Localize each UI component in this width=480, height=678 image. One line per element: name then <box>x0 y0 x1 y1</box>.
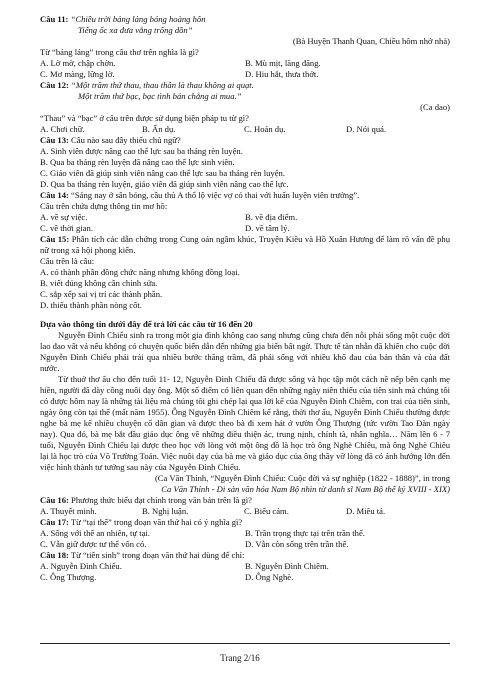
question-text: Câu nào sau đây thiếu chủ ngữ? <box>71 135 181 145</box>
question-label: Câu 15: <box>40 234 70 244</box>
question-label: Câu 12: <box>40 80 69 90</box>
option-a: A. Sống với thế an nhiên, tự tại. <box>40 528 150 538</box>
option-a: A. Nguyễn Đình Chiểu. <box>40 561 122 571</box>
option-a: A. có thành phần đồng chức năng nhưng không đồng loại. <box>40 267 240 277</box>
option-a: A. Thuyết minh. <box>40 506 97 516</box>
option-b: B. Ẩn dụ. <box>142 124 176 134</box>
passage-paragraph-2: Từ thuở thơ ấu cho đến tuổi 11- 12, Nguyễn Đình Chiểu đã được sống và học tập một cách nề nếp bên cạnh mẹ hiền, người đã dày công nuôi dạy ông. Một số điểm có liên quan đến những ngày niên thiếu của tiên sinh mà chúng tôi có được hôm nay là những tài liệu mà chúng tôi ghi chép lại qua lời kể của Nguyễn Đình Chiêm, con trai của tiên sinh, ngày ông còn tại thế (mất năm 1955). Ông Nguyễn Đình Chiêm kể rằng, thời thơ ấu, Nguyễn Đình Chiểu thường được nghe bà mẹ kể nhiều chuyện cổ dân gian và được theo bà đi xem hát ở vườn Ông Thượng (tức vườn Tao Đàn ngày nay). Qua đó, bà mẹ bắt đầu giáo dục ông về những điều thiện ác, trung nịnh, chính tà, nhân nghĩa… Năm lên 6 - 7 tuổi, Nguyễn Đình Chiểu lại được theo học với lòng với một ông đồ là học trò ông Nghè Chiêu, mà ông Nghè Chiêu lại là học trò của Võ Trường Toản. Việc nuôi dạy của bà mẹ và giáo dục của ông thầy vỡ lòng đã có ảnh hưởng lớn đến việc hình thành tư tưởng sau này của Nguyễn Đình Chiểu. <box>40 374 450 472</box>
options-row <box>40 561 450 572</box>
verse-source: (Ca dao) <box>420 102 450 112</box>
question-label: Câu 16: <box>40 495 69 505</box>
question-17 <box>40 517 450 528</box>
option-d: D. Miêu tả. <box>346 506 386 516</box>
option-c: C. Ông Thượng. <box>40 572 97 582</box>
option-d: D. Vẫn còn sống trên trần thế. <box>245 539 349 549</box>
poem-line-2: Tiếng ốc xa đưa vẳng trống dồn” <box>78 25 193 35</box>
question-15 <box>40 234 450 256</box>
question-text: Phương thức biểu đạt chính trong văn bản trên là gì? <box>71 495 252 505</box>
options-row <box>40 223 450 234</box>
poem-source: (Bà Huyện Thanh Quan, Chiều hôm nhớ nhà) <box>292 36 450 46</box>
options-row <box>40 124 450 135</box>
question-subtext: Câu trên chứa dựng thông tin mơ hồ: <box>40 201 168 211</box>
option-b: B. Nguyễn Đình Chiêm. <box>245 561 329 571</box>
question-18 <box>40 550 450 561</box>
option-d: D. thiếu thành phần nòng cốt. <box>40 300 142 310</box>
option-a: A. Chơi chữ. <box>40 124 85 134</box>
passage-citation-1: (Ca Văn Thỉnh, “Nguyễn Đình Chiểu: Cuộc đời và sự nghiệp (1822 - 1888)”, in trong <box>154 473 450 483</box>
options-row <box>40 212 450 223</box>
question-label: Câu 14: <box>40 190 69 200</box>
option-d: D. Ông Nghè. <box>245 572 294 582</box>
option-b: B. Qua ba tháng rèn luyện đã nâng cao thể lực sinh viên. <box>40 157 235 167</box>
question-label: Câu 13: <box>40 135 69 145</box>
option-c: C. Vẫn giữ được tư thế vốn có. <box>40 539 147 549</box>
page-content <box>40 14 450 583</box>
options-row <box>40 572 450 583</box>
option-b: B. về địa điểm. <box>245 212 298 222</box>
option-a: A. Lờ mờ, chập chờn. <box>40 58 116 68</box>
option-b: B. Nghị luận. <box>142 506 189 516</box>
option-d: D. Hiu hắt, thưa thớt. <box>245 69 319 79</box>
passage-heading: Dựa vào thông tin dưới đây để trả lời các câu từ 16 đến 20 <box>40 319 253 329</box>
question-label: Câu 17: <box>40 517 69 527</box>
question-13 <box>40 135 450 146</box>
footer-divider <box>40 643 450 644</box>
question-text: Phân tích các dẫn chứng trong Cung oán ngâm khúc, Truyện Kiều và Hồ Xuân Hương để làm rõ vấn đề phụ nữ trong xã hội phong kiến. <box>40 234 450 255</box>
passage-paragraph-1: Nguyễn Đình Chiểu sinh ra trong một gia đình không cao sang nhưng cũng chưa đến nỗi phải sống một cuộc đời lao đao vất vả nếu không có chuyện quốc biến dẫn đến những gia biến bất ngờ. Thực tế tàn nhẫn đã khiến cho cuộc đời Nguyễn Đình Chiểu phải trải qua nhiều bước thăng trầm, đã phải sống với nhiều khổ đau của bản thân và của đất nước. <box>40 330 450 373</box>
option-d: D. về tâm lý. <box>245 223 290 233</box>
options-row <box>40 69 450 80</box>
question-label: Câu 11: <box>40 14 69 24</box>
option-a: A. Sinh viên được nâng cao thể lực sau ba tháng rèn luyện. <box>40 146 243 156</box>
question-12 <box>40 80 450 91</box>
option-b: B. Trần trọng thực tại trên trần thế. <box>245 528 365 538</box>
question-16 <box>40 495 450 506</box>
option-b: B. viết đúng không cần chỉnh sửa. <box>40 278 158 288</box>
verse-line-1: “Một trăm thứ thau, thau thân là thau không ai quạt. <box>71 80 254 90</box>
poem-line-1: “Chiều trời bảng lảng bóng hoàng hôn <box>70 14 206 24</box>
question-text: Từ “tại thế” trong đoạn văn thứ hai có ý nghĩa gì? <box>70 517 243 527</box>
option-c: C. Biểu cảm. <box>244 506 289 516</box>
option-c: C. về thời gian. <box>40 223 93 233</box>
question-subtext: Câu trên là câu: <box>40 256 95 266</box>
option-a: A. về sự việc. <box>40 212 88 222</box>
page-number: Trang 2/16 <box>220 653 260 663</box>
options-row <box>40 539 450 550</box>
option-c: C. Giáo viên đã giúp sinh viên nâng cao thể lực sau ba tháng rèn luyện. <box>40 168 285 178</box>
question-label: Câu 18: <box>40 550 69 560</box>
verse-line-2: Một trăm thứ bạc, bạc tình bán chẳng ai mua.” <box>78 91 242 101</box>
option-d: D. Nói quá. <box>346 124 387 134</box>
question-text: “Thau” và “bạc” ở câu trên được sử dụng biện pháp tu từ gì? <box>40 113 249 123</box>
option-c: C. sắp xếp sai vị trí các thành phần. <box>40 289 163 299</box>
options-row <box>40 58 450 69</box>
option-c: C. Hoán dụ. <box>244 124 286 134</box>
question-text: Từ “bảng lảng” trong câu thơ trên nghĩa là gì? <box>40 47 199 57</box>
options-row <box>40 528 450 539</box>
passage-citation-2: Ca Văn Thỉnh - Di sản văn hóa Nam Bộ nhìn từ danh sĩ Nam Bộ thế kỷ XVIII - XIX) <box>161 484 450 494</box>
option-c: C. Mơ màng, lững lờ. <box>40 69 115 79</box>
option-d: D. Qua ba tháng rèn luyện, giáo viên đã giúp sinh viên nâng cao thể lực. <box>40 179 289 189</box>
options-row <box>40 506 450 517</box>
question-text: “Sáng nay ở sân bóng, cầu thủ A thổ lộ việc vợ có thai với huấn luyện viên trưởng”. <box>71 190 360 200</box>
option-b: B. Mù mịt, lãng đãng. <box>245 58 321 68</box>
page-footer <box>0 653 480 664</box>
question-11 <box>40 14 450 25</box>
question-14 <box>40 190 450 201</box>
question-text: Từ “tiên sinh” trong đoạn văn thứ hai dùng để chỉ: <box>70 550 245 560</box>
